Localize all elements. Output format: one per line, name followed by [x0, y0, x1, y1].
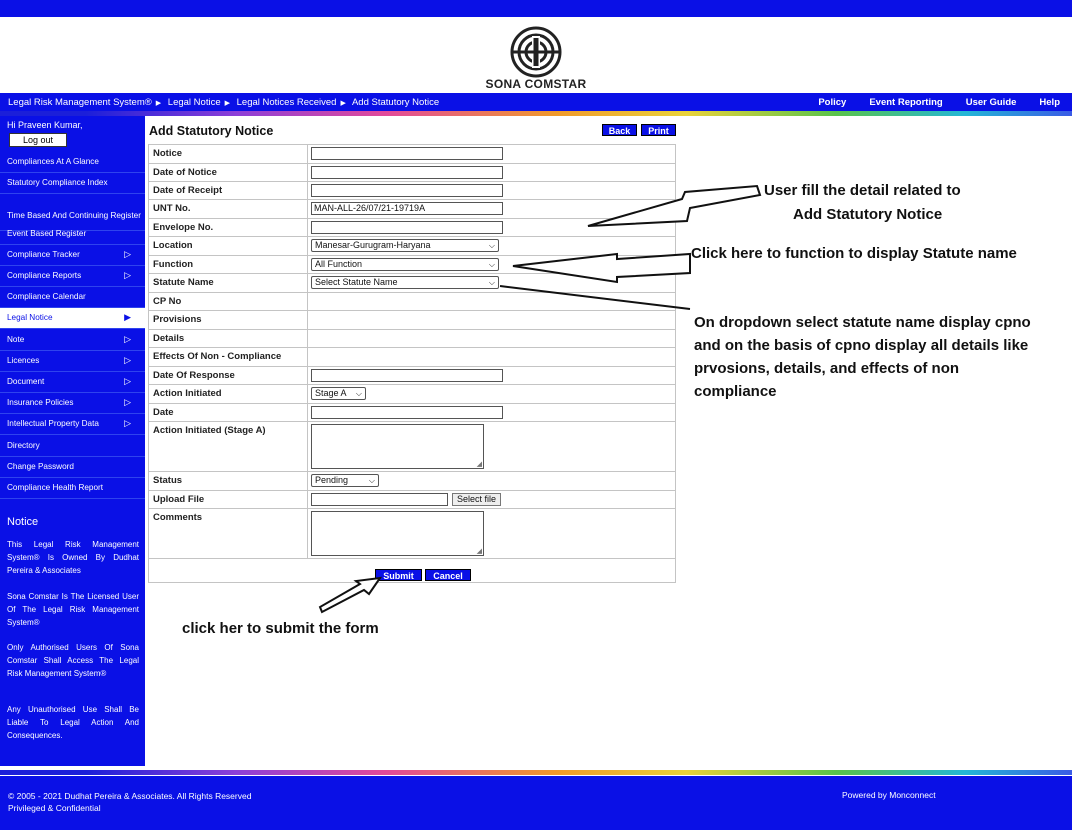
nav-user-guide-link[interactable]: User Guide: [965, 97, 1017, 108]
chevron-down-icon: ⌵: [488, 241, 495, 250]
action-initiated-value: Stage A: [315, 388, 347, 398]
annotation-dropdown-line3: prvosions, details, and effects of non: [694, 360, 960, 377]
notice-paragraph: This Legal Risk Management System® Is Owned By Dudhat Pereira & Associates: [7, 540, 139, 575]
submenu-arrow-icon: ▷: [124, 334, 131, 345]
annotation-fill-detail-line1: User fill the detail related to: [764, 182, 961, 199]
annotation-function-hint: Click here to function to display Statute name: [691, 245, 1017, 262]
nav-help-link[interactable]: Help: [1039, 97, 1060, 108]
cancel-button[interactable]: Cancel: [425, 569, 471, 581]
statute-name-value: Select Statute Name: [315, 277, 398, 287]
breadcrumb-item[interactable]: Legal Notices Received: [236, 97, 337, 108]
breadcrumb-separator-icon: ▶: [224, 100, 230, 107]
statute-pointer-line: [500, 286, 690, 309]
envelope-no-label: Envelope No.: [149, 219, 308, 237]
notice-title: Notice: [7, 516, 39, 528]
sidebar-item-label: Event Based Register: [7, 229, 87, 239]
submenu-arrow-icon: ▷: [124, 418, 131, 429]
footer: [0, 776, 1072, 830]
sidebar-item-label: Compliance Reports: [7, 271, 82, 281]
function-value: All Function: [315, 259, 363, 269]
chevron-down-icon: ⌵: [355, 389, 362, 398]
nav-policy-link[interactable]: Policy: [818, 97, 847, 108]
annotation-dropdown-line1: On dropdown select statute name display cpno: [694, 314, 1031, 331]
breadcrumb-item[interactable]: Legal Notice: [167, 97, 221, 108]
sidebar-item-label: Compliances At A Glance: [7, 157, 99, 167]
sidebar-item-label: Compliance Calendar: [7, 292, 86, 302]
chevron-down-icon: ⌵: [368, 476, 375, 485]
chevron-down-icon: ⌵: [488, 260, 495, 269]
resize-grip-icon[interactable]: ◢: [476, 461, 482, 468]
sidebar-item-label: Compliance Health Report: [7, 483, 104, 493]
back-button[interactable]: Back: [602, 124, 637, 136]
statute-name-label: Statute Name: [149, 274, 308, 293]
print-button[interactable]: Print: [641, 124, 676, 136]
unt-no-input[interactable]: MAN-ALL-26/07/21-19719A: [311, 202, 503, 215]
submit-button[interactable]: Submit: [375, 569, 422, 581]
page-title: Add Statutory Notice: [149, 124, 274, 138]
notice-paragraph: Any Unauthorised Use Shall Be Liable To Legal Action And Consequences.: [7, 705, 139, 740]
upload-file-label: Upload File: [149, 491, 308, 509]
submenu-arrow-icon: ▷: [124, 355, 131, 366]
copyright-text: © 2005 - 2021 Dudhat Pereira & Associates. All Rights Reserved: [8, 791, 252, 801]
sidebar-item-label: Intellectual Property Data: [7, 419, 99, 429]
date-of-response-label: Date Of Response: [149, 367, 308, 385]
location-label: Location: [149, 237, 308, 256]
select-file-button[interactable]: Select file: [452, 493, 501, 506]
annotation-submit-hint: click her to submit the form: [182, 620, 379, 637]
annotation-dropdown-line2: and on the basis of cpno display all details like: [694, 337, 1029, 354]
sidebar-item-label: Statutory Compliance Index: [7, 178, 108, 188]
sidebar-item-label: Document: [7, 377, 45, 387]
sidebar-item-label: Insurance Policies: [7, 398, 74, 408]
location-value: Manesar-Gurugram-Haryana: [315, 240, 431, 250]
breadcrumb-item[interactable]: Legal Risk Management System®: [8, 97, 152, 108]
function-arrow-icon: [513, 254, 690, 282]
status-value: Pending: [315, 475, 349, 485]
breadcrumb-separator-icon: ▶: [155, 100, 162, 107]
action-stage-a-label: Action Initiated (Stage A): [149, 422, 308, 472]
effects-label: Effects Of Non - Compliance: [149, 348, 308, 367]
sidebar-item-label: Directory: [7, 441, 40, 451]
nav-event-reporting-link[interactable]: Event Reporting: [869, 97, 943, 108]
logout-button[interactable]: Log out: [9, 133, 67, 147]
sidebar-item-label: Legal Notice: [7, 313, 53, 323]
status-label: Status: [149, 472, 308, 491]
sidebar-item-label: Note: [7, 335, 25, 345]
notice-label: Notice: [149, 145, 308, 164]
sidebar-item-label: Compliance Tracker: [7, 250, 80, 260]
notice-paragraph: Only Authorised Users Of Sona Comstar Shall Access The Legal Risk Management System®: [7, 643, 139, 678]
submenu-arrow-icon: ▷: [124, 397, 131, 408]
submenu-arrow-icon: ▷: [124, 249, 131, 260]
fill-detail-arrow-icon: [588, 186, 760, 226]
footer-rainbow-divider: [0, 770, 1072, 775]
notice-paragraph: Sona Comstar Is The Licensed User Of The Legal Risk Management System®: [7, 592, 139, 627]
cp-no-label: CP No: [149, 293, 308, 311]
unt-no-label: UNT No.: [149, 200, 308, 219]
comments-label: Comments: [149, 509, 308, 559]
submenu-arrow-icon: ▶: [124, 312, 131, 323]
user-greeting: Hi Praveen Kumar,: [7, 120, 83, 130]
sidebar-item-label: Time Based And Continuing Register: [7, 211, 141, 221]
function-label: Function: [149, 256, 308, 274]
powered-by-text[interactable]: Powered by Monconnect: [842, 790, 936, 800]
sidebar-item-label: Licences: [7, 356, 40, 366]
date-of-notice-label: Date of Notice: [149, 164, 308, 182]
chevron-down-icon: ⌵: [488, 278, 495, 287]
breadcrumb-current: Add Statutory Notice: [351, 97, 440, 108]
footer-copyright: [8, 790, 251, 814]
resize-grip-icon[interactable]: ◢: [476, 548, 482, 555]
annotation-dropdown-line4: compliance: [694, 383, 777, 400]
details-label: Details: [149, 330, 308, 348]
submit-arrow-icon: [320, 578, 380, 612]
sidebar-item-label: Change Password: [7, 462, 74, 472]
date-label: Date: [149, 404, 308, 422]
action-initiated-label: Action Initiated: [149, 385, 308, 404]
privileged-text: Privileged & Confidential: [8, 803, 101, 813]
submenu-arrow-icon: ▷: [124, 376, 131, 387]
date-of-receipt-label: Date of Receipt: [149, 182, 308, 200]
breadcrumb-separator-icon: ▶: [340, 100, 346, 107]
provisions-label: Provisions: [149, 311, 308, 330]
brand-name: SONA COMSTAR: [485, 77, 587, 91]
annotation-fill-detail-line2: Add Statutory Notice: [793, 206, 943, 223]
submenu-arrow-icon: ▷: [124, 270, 131, 281]
